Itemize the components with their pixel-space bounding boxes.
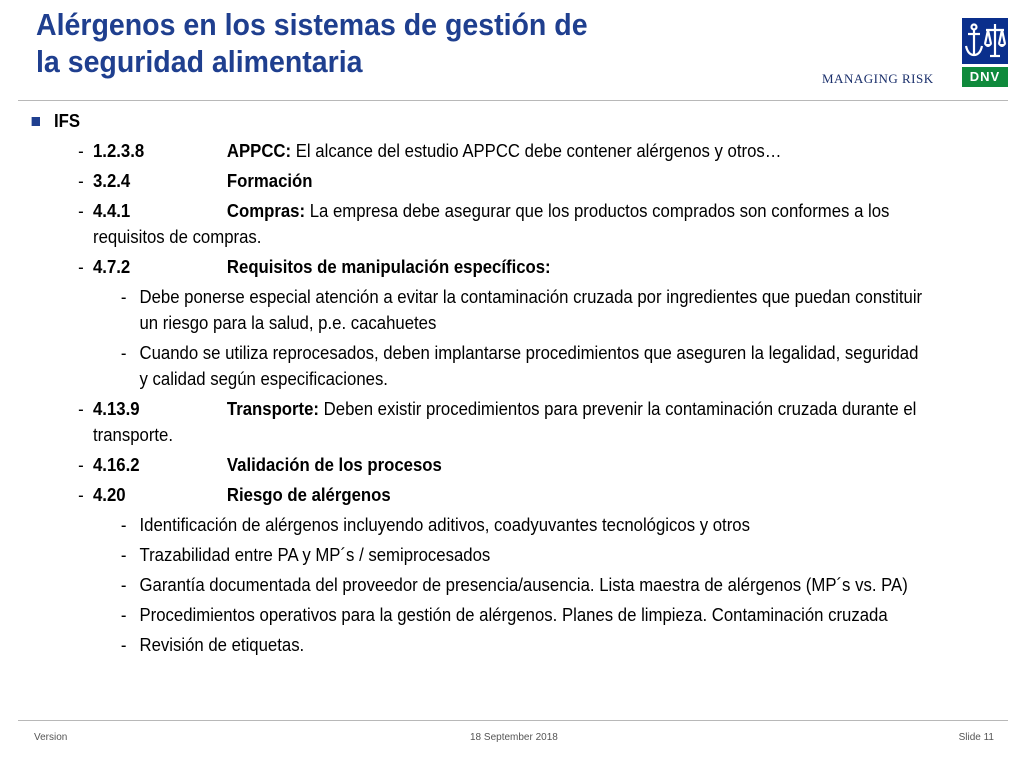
- clause-text: Deben existir procedimientos para prevenir la contaminación cruzada durante el: [319, 399, 917, 419]
- sub-list-item: [0, 340, 952, 392]
- dash-bullet-icon: -: [78, 399, 84, 419]
- sub-list-item: [0, 632, 952, 658]
- dnv-logo: [962, 18, 1008, 87]
- sub-item-text: Garantía documentada del proveedor de presencia/ausencia. Lista maestra de alérgenos (MP´s vs. PA): [139, 575, 908, 595]
- clause-number: 4.20: [93, 485, 126, 505]
- clause-label: APPCC:: [226, 141, 292, 161]
- dash-bullet-icon: -: [78, 141, 84, 161]
- dash-bullet-icon: -: [120, 545, 127, 565]
- dash-bullet-icon: -: [78, 257, 84, 277]
- clause-label: Compras:: [226, 201, 306, 221]
- clause-number: 1.2.3.8: [93, 141, 145, 161]
- dash-bullet-icon: -: [120, 635, 127, 655]
- footer-slide-number: Slide 11: [958, 732, 994, 743]
- slide-title-line-1: Alérgenos en los sistemas de gestión de: [36, 7, 588, 42]
- footer-divider: [18, 720, 1008, 721]
- clause-number: 4.16.2: [93, 455, 140, 475]
- footer-version: Version: [34, 732, 68, 743]
- clause-number: 3.2.4: [93, 171, 131, 191]
- footer-date: 18 September 2018: [470, 732, 558, 743]
- list-item: [0, 138, 952, 164]
- sub-list-item: [0, 572, 952, 598]
- sub-list-item: [0, 512, 952, 538]
- dash-bullet-icon: -: [78, 171, 84, 191]
- clause-text: La empresa debe asegurar que los productos comprados son conformes a los: [305, 201, 890, 221]
- dash-bullet-icon: -: [78, 485, 84, 505]
- sub-item-text: Revisión de etiquetas.: [139, 635, 305, 655]
- list-item: [0, 396, 952, 448]
- dash-bullet-icon: -: [78, 455, 84, 475]
- square-bullet-icon: [32, 117, 40, 126]
- sub-item-text: Identificación de alérgenos incluyendo aditivos, coadyuvantes tecnológicos y otros: [139, 515, 750, 535]
- dnv-emblem-icon: [962, 18, 1008, 64]
- dash-bullet-icon: -: [120, 575, 127, 595]
- list-item: [0, 168, 952, 194]
- list-item: [0, 254, 952, 280]
- slide-title: [36, 6, 680, 80]
- dnv-wordmark: DNV: [962, 67, 1008, 87]
- clause-number: 4.4.1: [93, 201, 131, 221]
- sub-item-text-continued: y calidad según especificaciones.: [139, 369, 388, 389]
- sub-list-item: [0, 602, 952, 628]
- clause-text-continued: transporte.: [93, 425, 174, 445]
- clause-label: Validación de los procesos: [226, 455, 442, 475]
- clause-text-continued: requisitos de compras.: [93, 227, 262, 247]
- dash-bullet-icon: -: [78, 201, 84, 221]
- list-item: [0, 482, 952, 508]
- sub-item-text: Procedimientos operativos para la gestión de alérgenos. Planes de limpieza. Contaminación cruzada: [139, 605, 888, 625]
- dash-bullet-icon: -: [120, 515, 127, 535]
- dash-bullet-icon: -: [120, 343, 127, 363]
- slide-title-line-2: la seguridad alimentaria: [36, 44, 363, 79]
- sub-item-text: Trazabilidad entre PA y MP´s / semiprocesados: [139, 545, 491, 565]
- slide-content: [0, 108, 1024, 662]
- clause-label: Formación: [226, 171, 313, 191]
- sub-list-item: [0, 284, 952, 336]
- sub-item-text: Cuando se utiliza reprocesados, deben implantarse procedimientos que aseguren la legalidad, seguridad: [139, 343, 919, 363]
- dash-bullet-icon: -: [120, 287, 127, 307]
- clause-number: 4.7.2: [93, 257, 131, 277]
- clause-text: El alcance del estudio APPCC debe contener alérgenos y otros…: [291, 141, 782, 161]
- clause-number: 4.13.9: [93, 399, 140, 419]
- sub-list-item: [0, 542, 952, 568]
- sub-item-text-continued: un riesgo para la salud, p.e. cacahuetes: [139, 313, 437, 333]
- clause-label: Transporte:: [226, 399, 320, 419]
- sub-item-text: Debe ponerse especial atención a evitar la contaminación cruzada por ingredientes que puedan constituir: [139, 287, 923, 307]
- clause-label: Requisitos de manipulación específicos:: [226, 257, 551, 277]
- list-item: [0, 198, 952, 250]
- section-ifs: [0, 108, 952, 134]
- clause-label: Riesgo de alérgenos: [226, 485, 391, 505]
- header-divider: [18, 100, 1008, 101]
- logo-tagline: MANAGING RISK: [822, 71, 934, 86]
- dash-bullet-icon: -: [120, 605, 127, 625]
- list-item: [0, 452, 952, 478]
- section-heading: IFS: [53, 111, 80, 131]
